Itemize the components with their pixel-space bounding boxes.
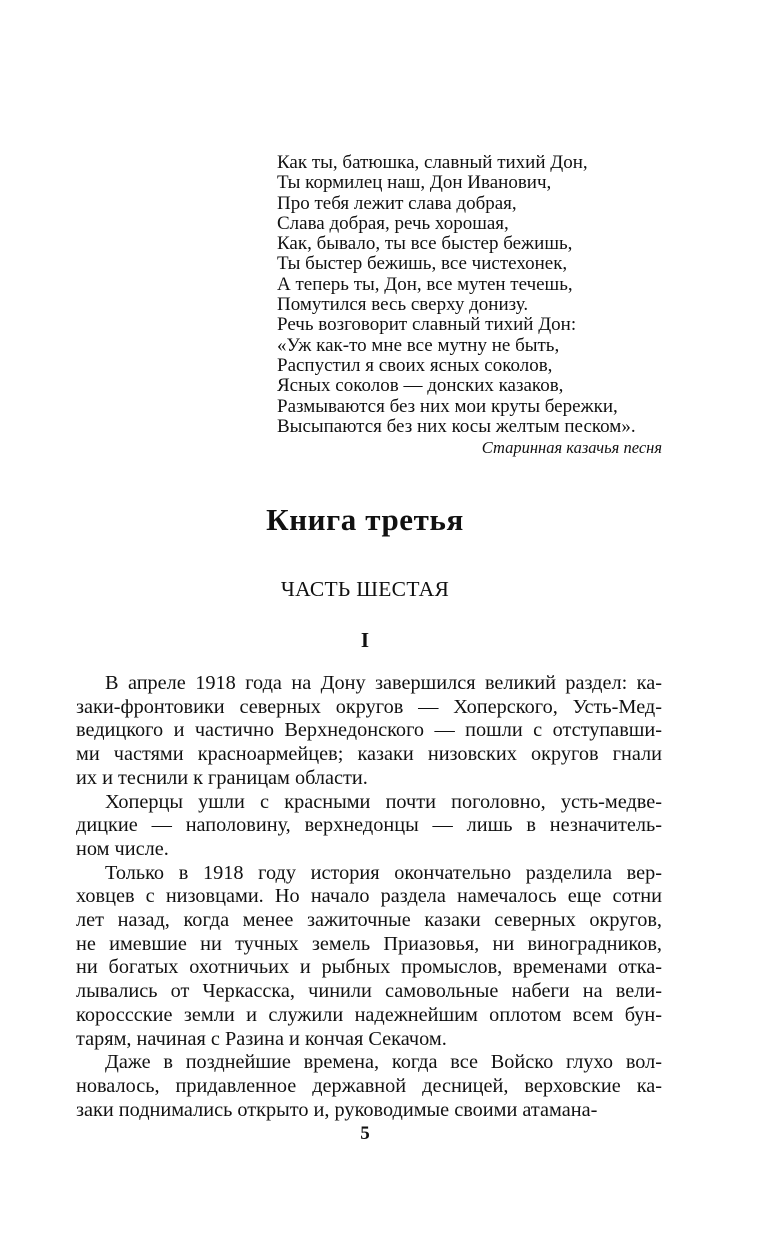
paragraph (76, 672, 662, 791)
text-line: лывались от Черкасска, чинили самовольные набеги на вели- (76, 980, 662, 1003)
chapter-body (76, 672, 662, 1122)
epigraph-source: Старинная казачья песня (481, 438, 662, 457)
text-line: короссские земли и служили надежнейшим оплотом всем бун- (76, 1003, 662, 1026)
text-line: заки поднимались открыто и, руководимые своими атамана- (76, 1098, 598, 1121)
paragraph (76, 791, 662, 862)
text-line: В апреле 1918 года на Дону завершился великий раздел: ка- (105, 672, 662, 694)
text-line: ведицкого и частично Верхнедонского — пошли с отступавши- (76, 719, 662, 742)
text-line: лет назад, когда менее зажиточные казаки северных округов, (76, 909, 662, 932)
chapter-number: I (360, 628, 370, 652)
book-title: Книга третья (266, 502, 464, 537)
epigraph-line: Ты быстер бежишь, все чистехонек, (277, 253, 568, 275)
epigraph-line: Размываются без них мои круты бережки, (277, 395, 618, 417)
epigraph-line: Помутился весь сверху донизу. (277, 294, 529, 316)
text-line: заки-фронтовики северных округов — Хоперского, Усть-Мед- (76, 695, 662, 718)
text-line: новалось, придавленное державной десницей, верховские ка- (76, 1074, 662, 1097)
text-line: дицкие — наполовину, верхнедонцы — лишь в незначитель- (76, 814, 662, 837)
epigraph-line: Как ты, батюшка, славный тихий Дон, (277, 152, 588, 173)
paragraph (76, 1051, 662, 1122)
epigraph-line: Речь возговорит славный тихий Дон: (277, 314, 577, 336)
epigraph-line: Распустил я своих ясных соколов, (277, 354, 553, 376)
page-number: 5 (360, 1123, 370, 1144)
epigraph (277, 153, 677, 437)
text-line: ни богатых охотничьих и рыбных промыслов, временами отка- (76, 956, 662, 979)
epigraph-line: Высыпаются без них косы желтым песком». (277, 415, 636, 437)
text-line: тарям, начиная с Разина и кончая Секачом. (76, 1027, 447, 1050)
epigraph-line: А теперь ты, Дон, все мутен течешь, (277, 273, 573, 295)
text-line: Хоперцы ушли с красными почти поголовно, усть-медве- (105, 790, 662, 813)
epigraph-line: «Уж как-то мне все мутну не быть, (277, 334, 560, 356)
epigraph-line: Как, бывало, ты все быстер бежишь, (277, 233, 573, 255)
paragraph (76, 862, 662, 1052)
text-line: Только в 1918 году история окончательно разделила вер- (105, 861, 662, 884)
text-line: не имевшие ни тучных земель Приазовья, ни виноградников, (76, 932, 662, 955)
epigraph-line: Ты кормилец наш, Дон Иванович, (277, 172, 552, 194)
epigraph-line: Про тебя лежит слава добрая, (277, 192, 517, 214)
part-title: ЧАСТЬ ШЕСТАЯ (280, 577, 450, 601)
epigraph-line: Слава добрая, речь хорошая, (277, 212, 509, 234)
text-line: ховцев с низовцами. Но начало раздела намечалось еще сотни (76, 885, 662, 908)
text-line: ном числе. (76, 837, 169, 860)
text-line: Даже в позднейшие времена, когда все Войско глухо вол- (105, 1051, 662, 1074)
text-line: ми частями красноармейцев; казаки низовских округов гнали (76, 743, 662, 766)
text-line: их и теснили к границам области. (76, 766, 368, 789)
epigraph-line: Ясных соколов — донских казаков, (277, 375, 564, 397)
